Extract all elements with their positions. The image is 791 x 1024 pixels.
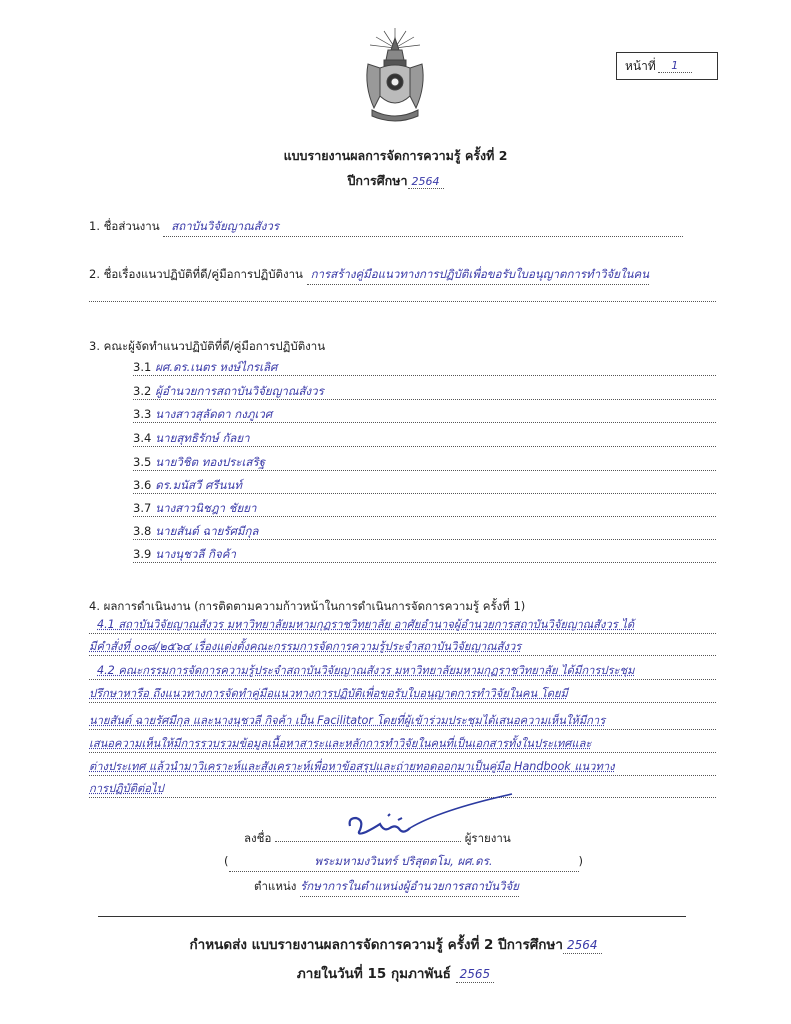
university-seal-icon [362,26,428,126]
section-4-label: 4. ผลการดำเนินงาน (การติดตามความก้าวหน้าในการดำเนินการจัดการความรู้ ครั้งที่ 1) [89,599,526,613]
result-line: การปฏิบัติต่อไป [89,780,716,798]
best-practice-title: การสร้างคู่มือแนวทางการปฏิบัติเพื่อขอรับใบอนุญาตการทำวิจัยในคน [310,267,650,281]
deadline-date-year: 2565 [459,967,491,981]
section-3-label: 3. คณะผู้จัดทำแนวปฏิบัติที่ดี/คู่มือการปฏิบัติงาน [89,339,326,353]
position-label: ตำแหน่ง [254,879,297,893]
sign-label: ลงชื่อ [244,831,272,845]
member-row: 3.2 ผู้อำนวยการสถาบันวิจัยญาณสังวร [133,383,716,400]
page-number-box [616,52,718,80]
signer-name: พระมหามงวินทร์ ปริสุตตโม, ผศ.ดร. [314,854,493,868]
result-line: ปรึกษาหารือ ถึงแนวทางการจัดทำคู่มือแนวทางการปฏิบัติเพื่อขอรับใบอนุญาตการทำวิจัยในคน โดยมี [89,685,716,703]
member-name: นางนุชวลี กิจค้า [155,547,236,561]
deadline-line-1: กำหนดส่ง แบบรายงานผลการจัดการความรู้ ครั้งที่ 2 ปีการศึกษา 2564 [0,933,791,955]
deadline-year: 2564 [566,938,598,952]
member-row: 3.4 นายสุทธิรักษ์ กัลยา [133,430,716,447]
document-title: แบบรายงานผลการจัดการความรู้ ครั้งที่ 2 [283,148,508,163]
result-line: ต่างประเทศ แล้วนำมาวิเคราะห์และสังเคราะห์เพื่อหาข้อสรุปและถ่ายทอดออกมาเป็นคู่มือ Handbook แนวทาง [89,758,716,776]
section-2-row [89,266,729,285]
section-1-row [89,218,716,237]
member-name: ดร.มนัสวี ศรีนนท์ [155,478,242,492]
department-name: สถาบันวิจัยญาณสังวร [171,219,280,233]
position-value: รักษาการในตำแหน่งผู้อำนวยการสถาบันวิจัย [300,879,520,893]
page-number-value: 1 [658,60,692,73]
section-1-label: 1. ชื่อส่วนงาน [89,219,160,233]
signer-name-line: ( พระมหามงวินทร์ ปริสุตตโม, ผศ.ดร. ) [224,853,583,872]
member-name: นายวิชิต ทองประเสริฐ [155,455,265,469]
member-row: 3.8 นายสันต์ ฉายรัศมีกุล [133,523,716,540]
result-line: 4.1 สถาบันวิจัยญาณสังวร มหาวิทยาลัยมหามกุฏราชวิทยาลัย อาศัยอำนาจผู้อำนวยการสถาบันวิจัยญาณสังวร ได้ [89,616,716,634]
result-line: มีคำสั่งที่ ๐๐๘/๒๕๖๔ เรื่องแต่งตั้งคณะกรรมการจัดการความรู้ประจำสถาบันวิจัยญาณสังวร [89,638,716,656]
handwritten-signature-icon [330,788,530,848]
member-row: 3.5 นายวิชิต ทองประเสริฐ [133,454,716,471]
section-2-label: 2. ชื่อเรื่องแนวปฏิบัติที่ดี/คู่มือการปฏิบัติงาน [89,267,303,281]
reporter-label: ผู้รายงาน [464,831,511,845]
member-row: 3.1 ผศ.ดร.เนตร หงษ์ไกรเลิศ [133,359,716,376]
member-row: 3.9 นางนุชวลี กิจค้า [133,546,716,563]
result-line: 4.2 คณะกรรมการจัดการความรู้ประจำสถาบันวิจัยญาณสังวร มหาวิทยาลัยมหามกุฏราชวิทยาลัย ได้มีการประชุม [89,662,716,680]
deadline-line-2: ภายในวันที่ 15 กุมภาพันธ์ 2565 [0,962,791,984]
member-name: นายสันต์ ฉายรัศมีกุล [155,524,259,538]
result-line: เสนอความเห็นให้มีการรวบรวมข้อมูลเนื้อหาสาระและหลักการทำวิจัยในคนที่เป็นเอกสารทั้งในประเทศและ [89,735,716,753]
member-name: ผู้อำนวยการสถาบันวิจัยญาณสังวร [155,384,324,398]
member-row: 3.3 นางสาวสุลัดดา กงภูเวศ [133,406,716,423]
divider [98,916,686,917]
member-row: 3.6 ดร.มนัสวี ศรีนนท์ [133,477,716,494]
member-name: นางสาวนิชฎา ชัยยา [155,501,257,515]
page-number-label: หน้าที่ [625,58,656,73]
member-row: 3.7 นางสาวนิชฎา ชัยยา [133,500,716,517]
academic-year-line [0,171,791,191]
member-name: นางสาวสุลัดดา กงภูเวศ [155,407,273,421]
academic-year-label: ปีการศึกษา [347,173,408,188]
member-name: นายสุทธิรักษ์ กัลยา [155,431,250,445]
section-2-continuation-line [89,301,716,302]
result-line: นายสันต์ ฉายรัศมีกุล และนางนุชวลี กิจค้า เป็น Facilitator โดยที่ผู้เข้าร่วมประชุมได้เสนอความเห็นให้มีการ [89,712,716,730]
position-line [254,878,519,897]
member-name: ผศ.ดร.เนตร หงษ์ไกรเลิศ [155,360,278,374]
academic-year-value: 2564 [411,175,440,188]
